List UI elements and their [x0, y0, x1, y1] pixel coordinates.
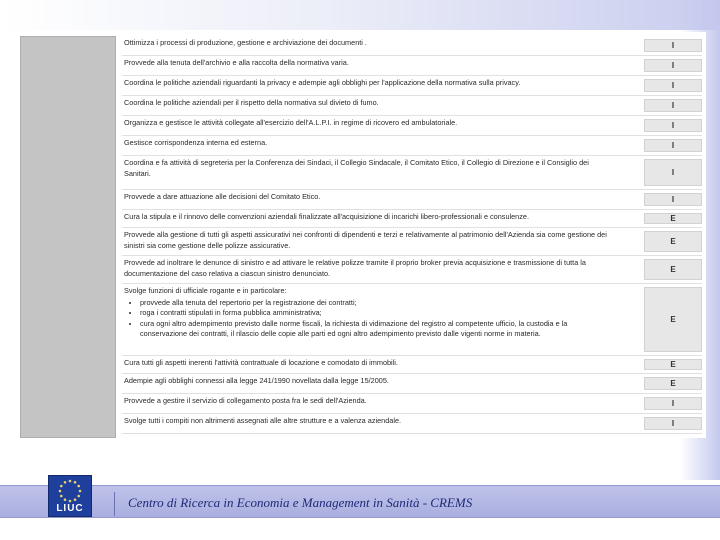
row-text: Coordina e fa attività di segreteria per la Conferenza dei Sindaci, il Collegio Sindacale, il Comitato Etico, il Collegio di Direzione e il Consiglio dei Sanitari. — [124, 158, 589, 178]
row-code: I — [644, 139, 702, 152]
row-code: I — [644, 193, 702, 206]
row-description — [124, 416, 612, 427]
table-row — [122, 96, 702, 116]
row-text: Organizza e gestisce le attività collegate all'esercizio dell'A.L.P.I. in regime di ricovero ed ambulatoriale. — [124, 118, 458, 127]
row-text: Gestisce corrispondenza interna ed esterna. — [124, 138, 268, 147]
row-text: Provvede a gestire il servizio di collegamento posta fra le sedi dell'Azienda. — [124, 396, 367, 405]
table-row — [122, 190, 702, 210]
row-description — [124, 98, 612, 109]
row-code: I — [644, 79, 702, 92]
left-gray-column — [20, 36, 116, 438]
bullet-list — [124, 298, 612, 340]
bullet-item: • cura ogni altro adempimento previsto dalle norme fiscali, la richiesta di vidimazione del registro al competente ufficio, la custodia e la conservazione dei contratti, il rilascio delle copie alle parti ed ogni altro adempimento previsto dalle vigenti norme in materia. — [140, 319, 612, 340]
logo-text: LIUC — [56, 503, 84, 514]
table-row — [122, 76, 702, 96]
table-row — [122, 414, 702, 434]
star-icon — [74, 498, 77, 501]
document-scan — [14, 32, 706, 438]
table-row — [122, 36, 702, 56]
row-description — [124, 396, 612, 407]
star-icon — [69, 480, 72, 483]
activity-table — [122, 36, 702, 434]
bullet-item: • provvede alla tenuta del repertorio per la registrazione dei contratti; — [140, 298, 612, 309]
table-row — [122, 284, 702, 356]
row-code: E — [644, 231, 702, 252]
star-icon — [64, 498, 67, 501]
row-code: I — [644, 417, 702, 430]
table-row — [122, 156, 702, 190]
row-text: Provvede ad inoltrare le denunce di sinistro e ad attivare le relative polizze tramite il proprio broker previa acquisizione e trasmissione di tutta la documentazione del caso relativa a ciascun sinistro denunciato. — [124, 258, 586, 278]
star-icon — [59, 490, 62, 493]
row-code: I — [644, 99, 702, 112]
row-text: Provvede alla tenuta dell'archivio e alla raccolta della normativa varia. — [124, 58, 349, 67]
row-code: E — [644, 377, 702, 390]
row-description — [124, 78, 612, 89]
row-text: Coordina le politiche aziendali riguardanti la privacy e adempie agli obblighi per l'applicazione della normativa sulla privacy. — [124, 78, 521, 87]
row-description — [124, 38, 612, 49]
row-description — [124, 58, 612, 69]
row-description — [124, 358, 612, 369]
footer-text: Centro di Ricerca in Economia e Management in Sanità - CREMS — [128, 495, 473, 510]
row-code: E — [644, 359, 702, 370]
table-row — [122, 116, 702, 136]
row-code: E — [644, 213, 702, 224]
row-description — [124, 286, 612, 340]
table-row — [122, 56, 702, 76]
liuc-logo — [48, 475, 92, 517]
table-row — [122, 356, 702, 374]
row-description — [124, 230, 612, 251]
row-text: Adempie agli obblighi connessi alla legge 241/1990 novellata dalla legge 15/2005. — [124, 376, 389, 385]
table-row — [122, 210, 702, 228]
star-icon — [77, 485, 80, 488]
table-row — [122, 228, 702, 256]
row-text: Svolge funzioni di ufficiale rogante e in particolare: — [124, 286, 287, 295]
row-description — [124, 158, 612, 179]
star-icon — [77, 495, 80, 498]
header-gradient — [0, 0, 720, 30]
row-text: Coordina le politiche aziendali per il rispetto della normativa sul divieto di fumo. — [124, 98, 379, 107]
row-text: Cura tutti gli aspetti inerenti l'attività contrattuale di locazione e comodato di immobili. — [124, 358, 398, 367]
row-description — [124, 118, 612, 129]
row-description — [124, 138, 612, 149]
row-text: Svolge tutti i compiti non altrimenti assegnati alle altre strutture e a valenza aziendale. — [124, 416, 402, 425]
bullet-item: • roga i contratti stipulati in forma pubblica amministrativa; — [140, 308, 612, 319]
row-code: I — [644, 119, 702, 132]
row-text: Provvede alla gestione di tutti gli aspetti assicurativi nei confronti di dipendenti e terzi e relativamente al patrimonio dell'Azienda sia come gestione dei sinistri sia come gestione delle polizze assicurative. — [124, 230, 607, 250]
row-description — [124, 258, 612, 279]
row-code: I — [644, 159, 702, 186]
row-description — [124, 376, 612, 387]
star-icon — [64, 481, 67, 484]
table-row — [122, 256, 702, 284]
star-icon — [79, 490, 82, 493]
star-icon — [69, 500, 72, 503]
table-row — [122, 136, 702, 156]
table-row — [122, 394, 702, 414]
star-icon — [60, 495, 63, 498]
table-row — [122, 374, 702, 394]
row-code: I — [644, 397, 702, 410]
star-icon — [60, 485, 63, 488]
row-code: E — [644, 287, 702, 352]
row-code: E — [644, 259, 702, 280]
row-text: Provvede a dare attuazione alle decisioni del Comitato Etico. — [124, 192, 321, 201]
row-code: I — [644, 39, 702, 52]
row-code: I — [644, 59, 702, 72]
star-icon — [74, 481, 77, 484]
row-text: Ottimizza i processi di produzione, gestione e archiviazione dei documenti . — [124, 38, 367, 47]
row-description — [124, 212, 612, 223]
row-text: Cura la stipula e il rinnovo delle convenzioni aziendali finalizzate all'acquisizione di incarichi libero-professionali e consulenze. — [124, 212, 529, 221]
row-description — [124, 192, 612, 203]
